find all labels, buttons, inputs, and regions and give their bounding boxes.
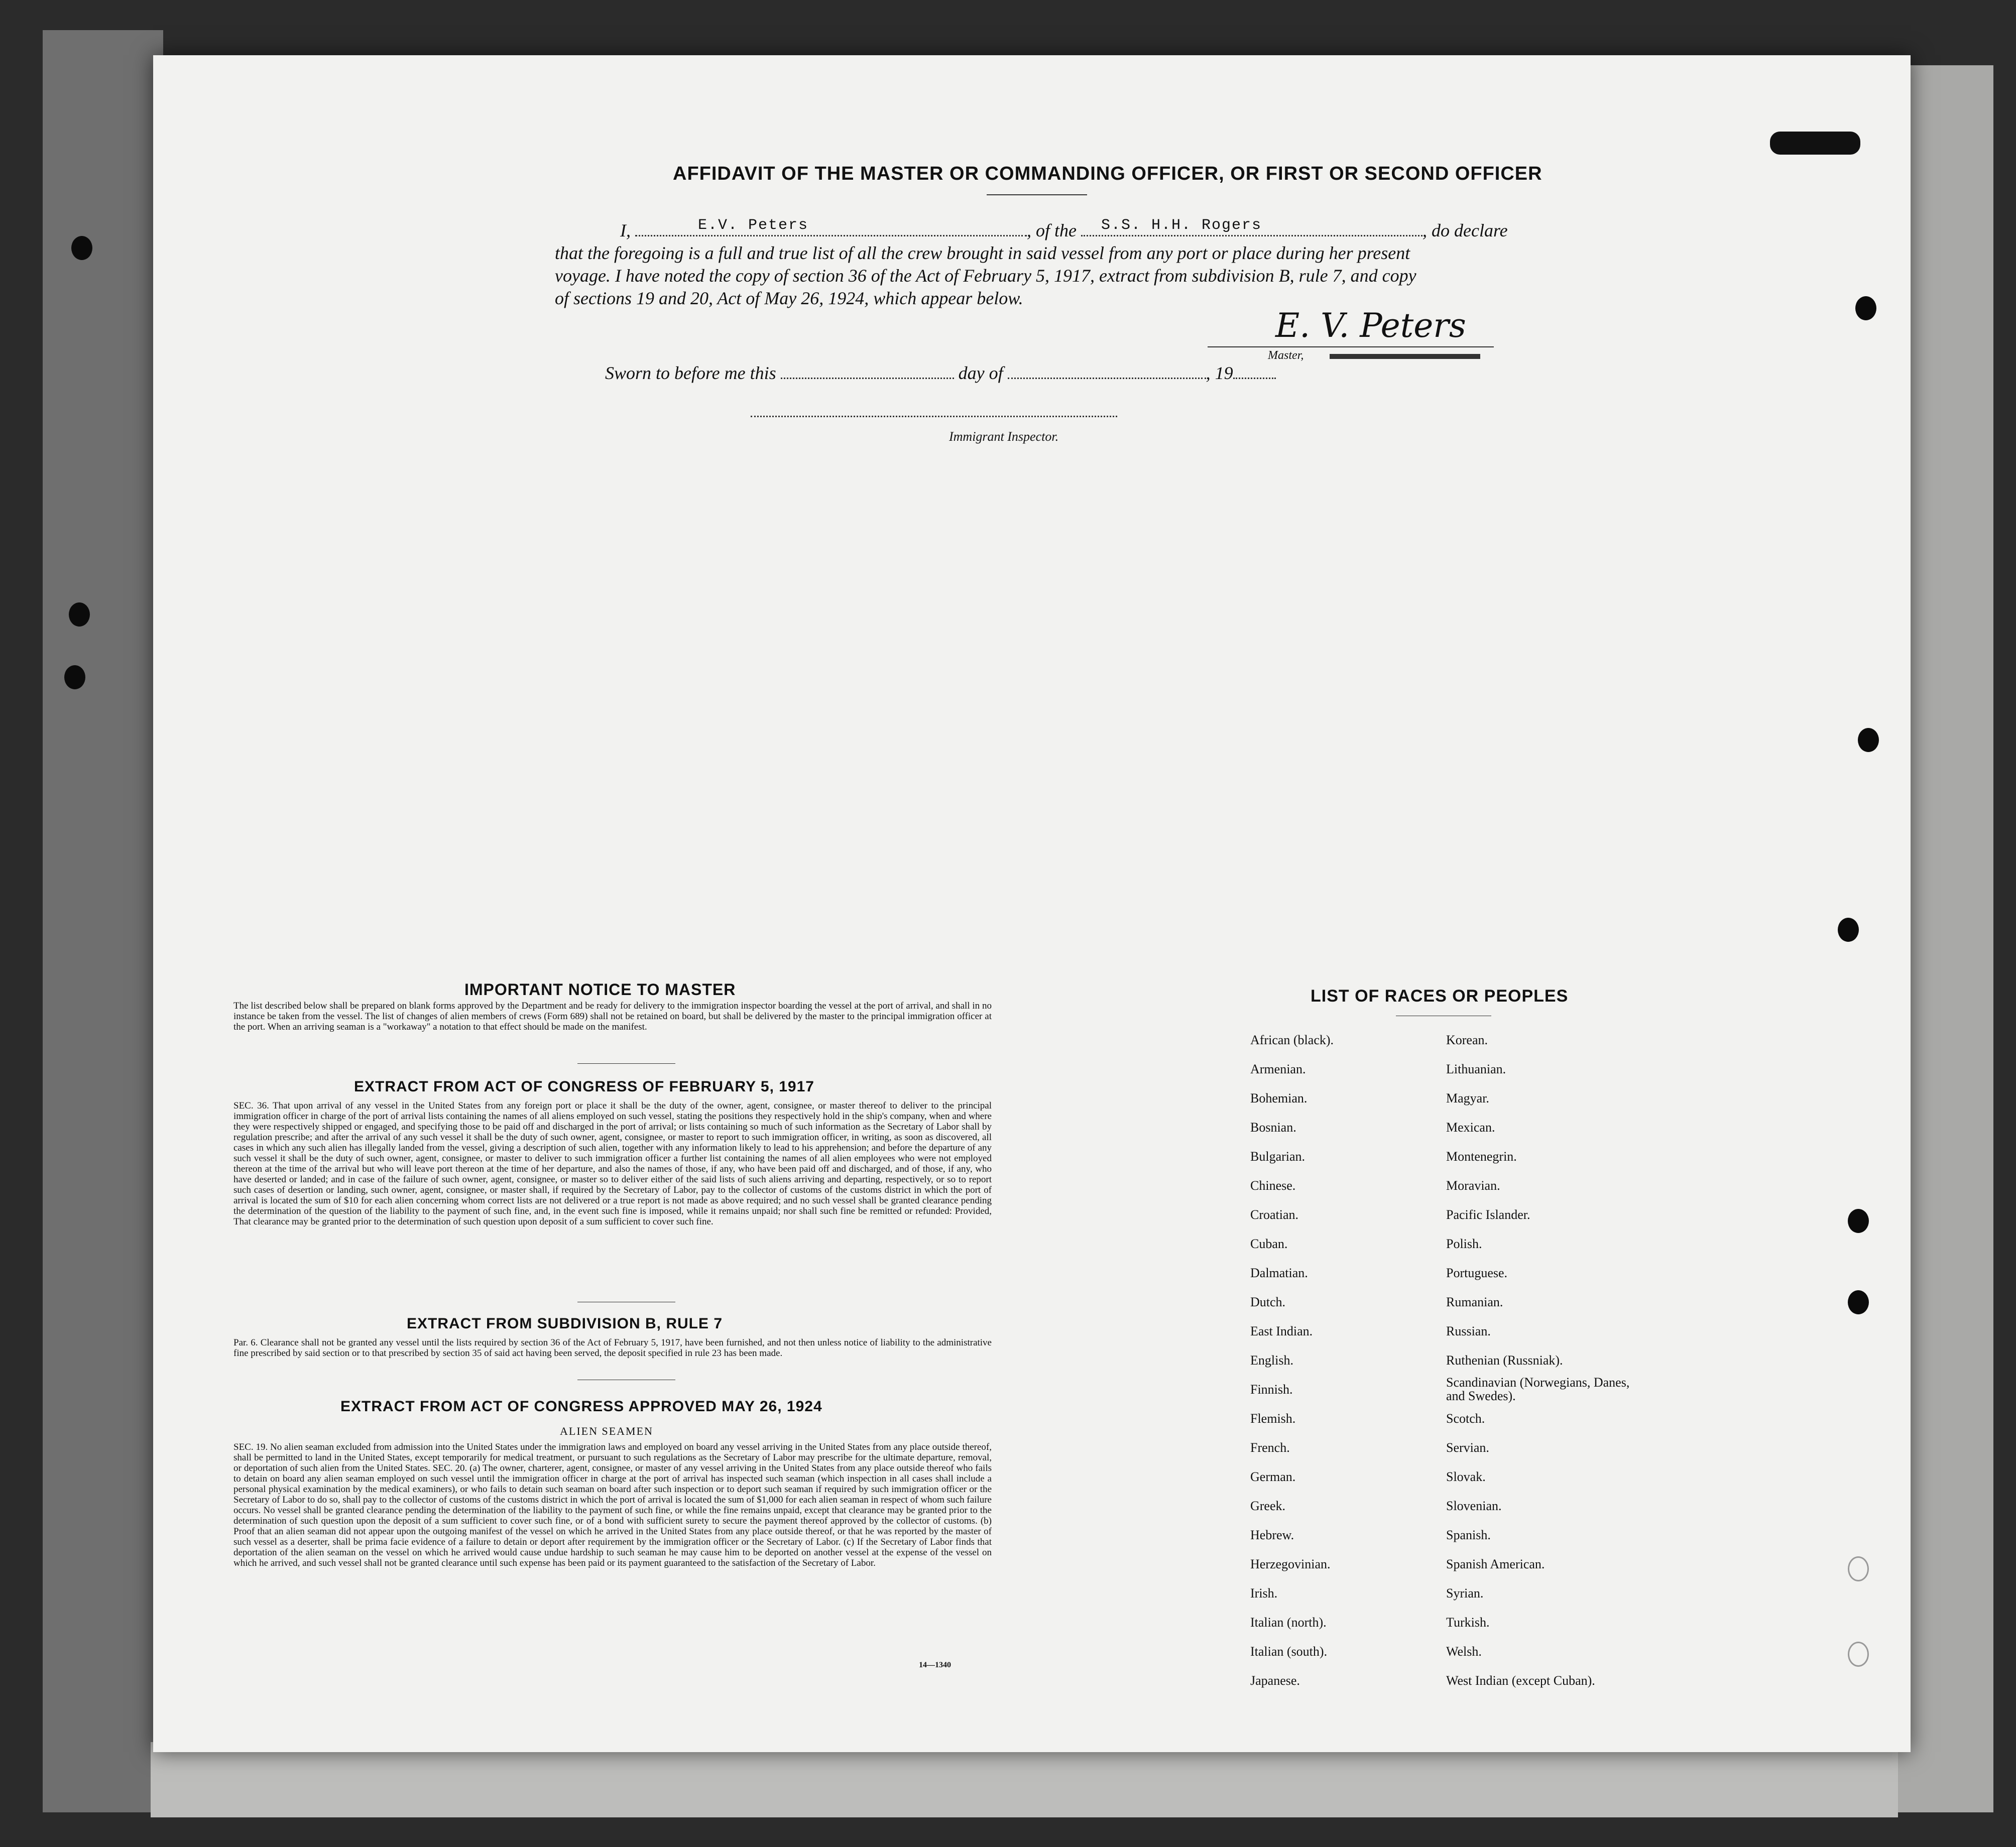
notice-divider	[577, 1063, 675, 1064]
race-item: Ruthenian (Russniak).	[1446, 1353, 1563, 1368]
bleed-through	[452, 138, 458, 166]
race-item: Lithuanian.	[1446, 1062, 1506, 1076]
race-item: Italian (north).	[1250, 1615, 1327, 1630]
race-item: Portuguese.	[1446, 1266, 1508, 1280]
declaration-line-2: that the foregoing is a full and true list of all the crew brought in said vessel from any port or place during her present	[555, 243, 1410, 263]
back-sheet-bottom	[151, 1742, 1898, 1817]
race-item: Montenegrin.	[1446, 1149, 1517, 1164]
punch-hole-empty	[1848, 1556, 1869, 1581]
race-item: Cuban.	[1250, 1237, 1288, 1251]
races-title: LIST OF RACES OR PEOPLES	[1311, 987, 1569, 1006]
inspector-signature-line	[751, 416, 1117, 417]
race-item: Rumanian.	[1446, 1295, 1503, 1309]
race-item: Bosnian.	[1250, 1120, 1296, 1135]
race-item: Croatian.	[1250, 1207, 1299, 1222]
title-divider	[987, 194, 1087, 195]
race-item: Slovak.	[1446, 1469, 1486, 1484]
punch-hole-empty	[1848, 1642, 1869, 1667]
affidavit-title: AFFIDAVIT OF THE MASTER OR COMMANDING OFFICER, OR FIRST OR SECOND OFFICER	[673, 163, 1543, 184]
race-item: Korean.	[1446, 1033, 1488, 1047]
sworn-line	[605, 362, 1276, 384]
race-item: Servian.	[1446, 1440, 1489, 1455]
race-item: Polish.	[1446, 1237, 1482, 1251]
binder-clip	[1770, 132, 1860, 155]
race-item: West Indian (except Cuban).	[1446, 1673, 1595, 1688]
punch-hole	[1858, 728, 1879, 752]
declaration-line-1	[620, 217, 1508, 241]
race-item: Scandinavian (Norwegians, Danes, and Swedes).	[1446, 1375, 1630, 1403]
race-item: Italian (south).	[1250, 1644, 1328, 1659]
race-item: English.	[1250, 1353, 1293, 1368]
race-item: Herzegovinian.	[1250, 1557, 1331, 1571]
notice-text: The list described below shall be prepared on blank forms approved by the Department and be ready for delivery to the immigration inspector boarding the vessel at the port of arrival, and shall in no instance be taken from the vessel. The list of changes of alien members of crews (Form 689) shall not be retained on board, but shall be delivered by the master to the principal immigration officer at the port. When an arriving seaman is a "workaway" a notation to that effect should be made on the manifest.	[233, 1001, 992, 1032]
race-item: Spanish American.	[1446, 1557, 1545, 1571]
race-item: Hebrew.	[1250, 1528, 1294, 1542]
declaration-line-3: voyage. I have noted the copy of section 36 of the Act of February 5, 1917, extract from subdivision B, rule 7, and copy	[555, 266, 1416, 286]
signature-line	[1208, 346, 1494, 347]
day-of-label: day of	[958, 363, 1003, 383]
extract-1924-text: SEC. 19. No alien seaman excluded from admission into the United States under the immigration laws and employed on board any vessel arriving in the United States from any place outside thereof, shall be permitted to land in the United States, except temporarily for medical treatment, or pursuant to such regulations as the Secretary of Labor may prescribe for the ultimate departure, removal, or deportation of such alien from the United States. SEC. 20. (a) The owner, charterer, agent, consignee, or master of any vessel arriving in the United States from any place outside thereof who fails to detain on board any alien seaman employed on such vessel until the immigration officer in charge at the port of arrival has inspected such seaman (which inspection in all cases shall include a personal physical examination by the medical examiners), or who fails to detain such seaman on board after such inspection or to deport such seaman if required by such immigration officer or the Secretary of Labor to do so, shall pay to the collector of customs of the customs district in which the port of arrival is located the sum of $1,000 for each alien seaman in respect of whom such failure occurs. No vessel shall be granted clearance pending the determination of the liability to the payment of such fine, or while the fine remains unpaid, except that clearance may be granted prior to the determination of such question upon the deposit of a sum sufficient to cover such fine, or of a bond with sufficient surety to secure the payment thereof approved by the collector of customs. (b) Proof that an alien seaman did not appear upon the outgoing manifest of the vessel on which he arrived in the United States from any place outside thereof, or that he was reported by the master of such vessel as a deserter, shall be prima facie evidence of a failure to detain or deport after requirement by the immigration officer or the Secretary of Labor. (c) If the Secretary of Labor finds that deportation of the alien seaman on the vessel on which he arrived would cause undue hardship to such seaman he may cause him to be deported on another vessel at the expense of the vessel on which he arrived, and such vessel shall not be granted clearance until such expense has been paid or its payment guaranteed to the satisfaction of the Secretary of Labor.	[233, 1442, 992, 1568]
race-item: Armenian.	[1250, 1062, 1306, 1076]
sworn-label: Sworn to before me this	[605, 363, 776, 383]
race-item: German.	[1250, 1469, 1296, 1484]
extract-1924-title: EXTRACT FROM ACT OF CONGRESS APPROVED MAY 26, 1924	[340, 1398, 822, 1415]
back-sheet-left	[43, 30, 163, 1812]
i-label: I,	[620, 220, 631, 240]
race-item: African (black).	[1250, 1033, 1334, 1047]
race-item: Flemish.	[1250, 1411, 1296, 1426]
form-number: 14—1340	[919, 1661, 951, 1669]
punch-hole	[69, 602, 90, 627]
race-item: Slovenian.	[1446, 1499, 1502, 1513]
race-item: Pacific Islander.	[1446, 1207, 1530, 1222]
signature-caption: Master,	[1268, 349, 1304, 362]
year-prefix: , 19	[1206, 363, 1233, 383]
notice-title: IMPORTANT NOTICE TO MASTER	[464, 980, 736, 999]
punch-hole	[64, 665, 85, 689]
master-signature: E. V. Peters	[1275, 306, 1466, 345]
race-item: Dalmatian.	[1250, 1266, 1308, 1280]
race-item: French.	[1250, 1440, 1290, 1455]
extract-1917-text: SEC. 36. That upon arrival of any vessel in the United States from any foreign port or place it shall be the duty of the owner, agent, consignee, or master thereof to deliver to the principal immigration officer in charge of the port of arrival lists containing the names of all aliens employed on such vessel, stating the positions they respectively hold in the ship's company, when and where they were respectively shipped or engaged, and specifying those to be paid off and discharged in the port of arrival; or lists containing so much of such information as the Secretary of Labor shall by regulation prescribe; and after the arrival of any such vessel it shall be the duty of such owner, agent, consignee, or master to report to such immigration officer, in writing, as soon as discovered, all cases in which any such alien has illegally landed from the vessel, giving a description of such alien, together with any information likely to lead to his apprehension; and before the departure of any such vessel it shall be the duty of such owner, agent, consignee, or master to deliver to such immigration officer a further list containing the names of all alien employees who were not employed thereon at the time of the arrival but who will leave port thereon at the time of her departure, and also the names of those, if any, who have been paid off and discharged, and of those, if any, who have deserted or landed; and in case of the failure of such owner, agent, consignee, or master so to deliver either of the said lists of such aliens arriving and departing, respectively, or so to report such cases of desertion or landing, such owner, agent, consignee, or master shall, if required by the Secretary of Labor, pay to the collector of customs of the customs district in which the port of arrival is located the sum of $10 for each alien concerning whom correct lists are not delivered or a true report is not made as above required; and no such vessel shall be granted clearance pending the determination of the question of the liability to the payment of such fine, and, in the event such fine is imposed, while it remains unpaid; nor shall such fine be remitted or refunded: Provided, That clearance may be granted prior to the determination of such question upon deposit of a sum sufficient to cover such fine.	[233, 1100, 992, 1227]
back-sheet-right	[1898, 65, 1993, 1812]
race-item: Scotch.	[1446, 1411, 1485, 1426]
race-item: Greek.	[1250, 1499, 1286, 1513]
race-item: Dutch.	[1250, 1295, 1286, 1309]
race-item: Spanish.	[1446, 1528, 1491, 1542]
master-name: E.V. Peters	[698, 217, 809, 234]
race-item: Syrian.	[1446, 1586, 1484, 1600]
race-item: Chinese.	[1250, 1178, 1296, 1193]
race-item: Moravian.	[1446, 1178, 1500, 1193]
punch-hole	[1848, 1290, 1869, 1314]
race-item: Japanese.	[1250, 1673, 1300, 1688]
race-item: Magyar.	[1446, 1091, 1489, 1105]
do-declare-label: , do declare	[1422, 220, 1508, 240]
struck-out-title	[1330, 354, 1480, 359]
race-item: Finnish.	[1250, 1382, 1293, 1397]
punch-hole	[1838, 918, 1859, 942]
punch-hole	[1855, 296, 1876, 320]
punch-hole	[1848, 1209, 1869, 1233]
race-item: Welsh.	[1446, 1644, 1482, 1659]
race-item: Irish.	[1250, 1586, 1278, 1600]
extract-1917-title: EXTRACT FROM ACT OF CONGRESS OF FEBRUARY 5, 1917	[354, 1078, 814, 1095]
race-item: Russian.	[1446, 1324, 1491, 1338]
race-item: Mexican.	[1446, 1120, 1495, 1135]
race-item: East Indian.	[1250, 1324, 1313, 1338]
punch-hole	[71, 236, 92, 260]
race-item: Bohemian.	[1250, 1091, 1308, 1105]
rule-7-text: Par. 6. Clearance shall not be granted any vessel until the lists required by section 36 of the Act of February 5, 1917, have been furnished, and not then unless notice of liability to the administrative fine prescribed by said section or to that prescribed by section 35 of said act having been served, the deposit specified in rule 23 has been made.	[233, 1337, 992, 1359]
rule-7-title: EXTRACT FROM SUBDIVISION B, RULE 7	[407, 1315, 723, 1332]
declaration-line-4: of sections 19 and 20, Act of May 26, 1924, which appear below.	[555, 288, 1023, 308]
of-the-label: , of the	[1027, 220, 1077, 240]
vessel-name: S.S. H.H. Rogers	[1101, 217, 1262, 234]
race-item: Bulgarian.	[1250, 1149, 1306, 1164]
inspector-caption: Immigrant Inspector.	[949, 429, 1059, 444]
race-item: Turkish.	[1446, 1615, 1490, 1630]
alien-seamen-subtitle: ALIEN SEAMEN	[560, 1425, 653, 1437]
